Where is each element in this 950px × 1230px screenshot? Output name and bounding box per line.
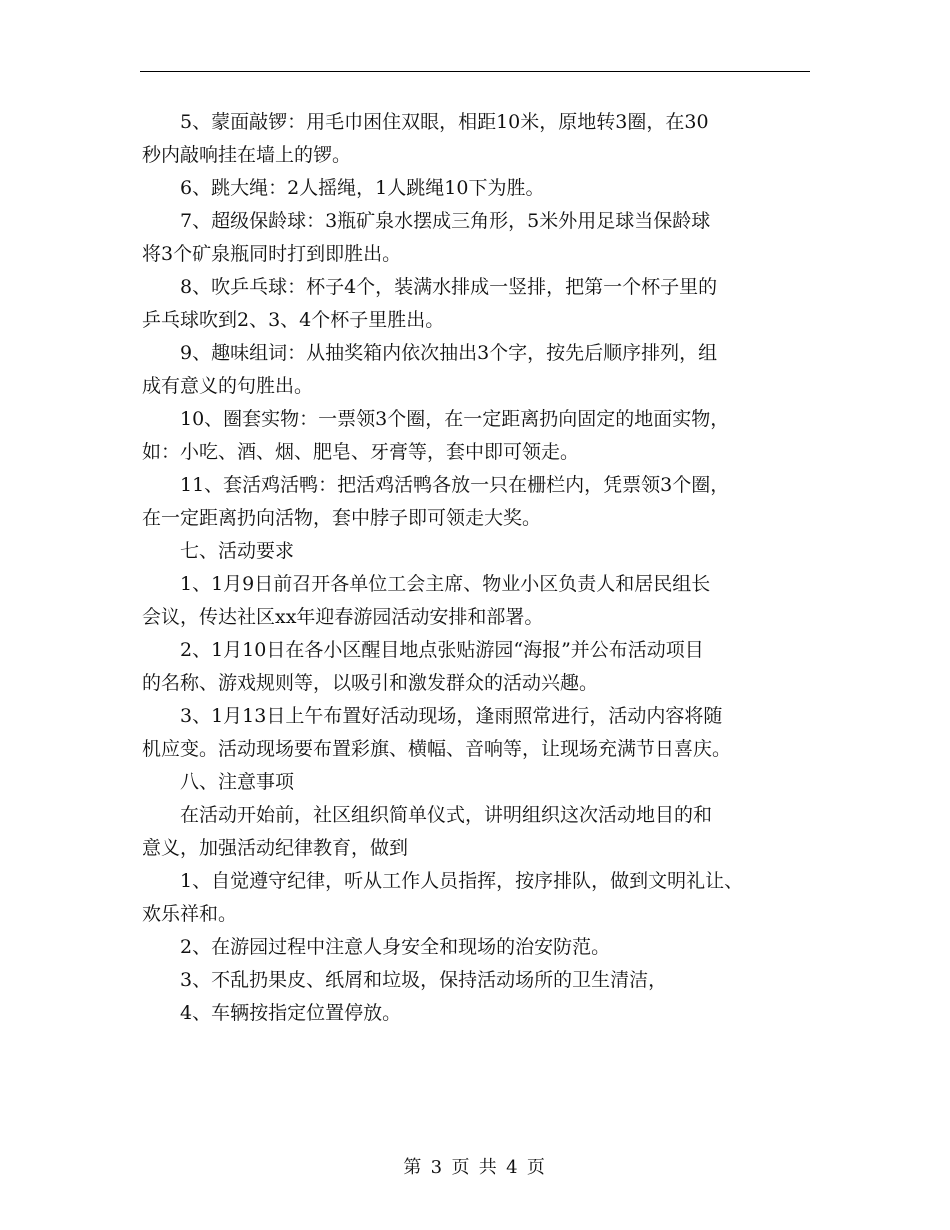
paragraph (142, 799, 822, 865)
paragraph (142, 865, 822, 931)
text-line: 9、趣味组词：从抽奖箱内依次抽出3个字，按先后顺序排列，组 (180, 342, 718, 364)
text-line: 如：小吃、酒、烟、肥皂、牙膏等，套中即可领走。 (142, 441, 580, 463)
paragraph (142, 337, 822, 403)
text-line: 1、自觉遵守纪律，听从工作人员指挥，按序排队，做到文明礼让、 (180, 870, 744, 892)
text-line: 8、吹乒乓球：杯子4个，装满水排成一竖排，把第一个杯子里的 (180, 276, 718, 298)
text-line: 意义，加强活动纪律教育，做到 (142, 837, 409, 859)
text-line: 的名称、游戏规则等，以吸引和激发群众的活动兴趣。 (142, 672, 599, 694)
text-line: 3、不乱扔果皮、纸屑和垃圾，保持活动场所的卫生清洁， (180, 969, 668, 991)
text-line: 会议，传达社区xx年迎春游园活动安排和部署。 (142, 606, 544, 628)
paragraph (142, 634, 822, 700)
document-body (142, 106, 822, 1030)
text-line: 乒乓球吹到2、3、4个杯子里胜出。 (142, 309, 445, 331)
paragraph (142, 700, 822, 766)
paragraph (142, 106, 822, 172)
text-line: 11、套活鸡活鸭：把活鸡活鸭各放一只在栅栏内，凭票领3个圈， (180, 474, 730, 496)
text-line: 7、超级保龄球：3瓶矿泉水摆成三角形，5米外用足球当保龄球 (180, 210, 711, 232)
text-line: 10、圈套实物：一票领3个圈，在一定距离扔向固定的地面实物， (180, 408, 730, 430)
text-line: 1、1月9日前召开各单位工会主席、物业小区负责人和居民组长 (180, 573, 711, 595)
text-line: 2、在游园过程中注意人身安全和现场的治安防范。 (180, 936, 611, 958)
text-line: 在一定距离扔向活物，套中脖子即可领走大奖。 (142, 507, 542, 529)
text-line: 6、跳大绳：2人摇绳，1人跳绳10下为胜。 (180, 177, 545, 199)
text-line: 秒内敲响挂在墙上的锣。 (142, 144, 352, 166)
page-number-footer: 第 3 页 共 4 页 (403, 1157, 547, 1178)
paragraph (142, 469, 822, 535)
paragraph (142, 997, 822, 1030)
text-line: 成有意义的句胜出。 (142, 375, 314, 397)
text-line: 5、蒙面敲锣：用毛巾困住双眼，相距10米，原地转3圈，在30 (180, 111, 709, 133)
paragraph (142, 964, 822, 997)
text-line: 4、车辆按指定位置停放。 (180, 1002, 402, 1024)
paragraph (142, 172, 822, 205)
paragraph (142, 403, 822, 469)
paragraph (142, 271, 822, 337)
text-line: 2、1月10日在各小区醒目地点张贴游园“海报”并公布活动项目 (180, 639, 704, 661)
paragraph (142, 931, 822, 964)
paragraph (142, 205, 822, 271)
text-line: 七、活动要求 (180, 540, 295, 562)
text-line: 在活动开始前，社区组织简单仪式，讲明组织这次活动地目的和 (180, 804, 713, 826)
section-heading (142, 535, 822, 568)
text-line: 3、1月13日上午布置好活动现场，逢雨照常进行，活动内容将随 (180, 705, 723, 727)
text-line: 八、注意事项 (180, 771, 295, 793)
text-line: 将3个矿泉瓶同时打到即胜出。 (142, 243, 402, 265)
paragraph (142, 568, 822, 634)
text-line: 欢乐祥和。 (142, 903, 238, 925)
section-heading (142, 766, 822, 799)
text-line: 机应变。活动现场要布置彩旗、横幅、音响等，让现场充满节日喜庆。 (142, 738, 732, 760)
header-rule (140, 71, 810, 72)
